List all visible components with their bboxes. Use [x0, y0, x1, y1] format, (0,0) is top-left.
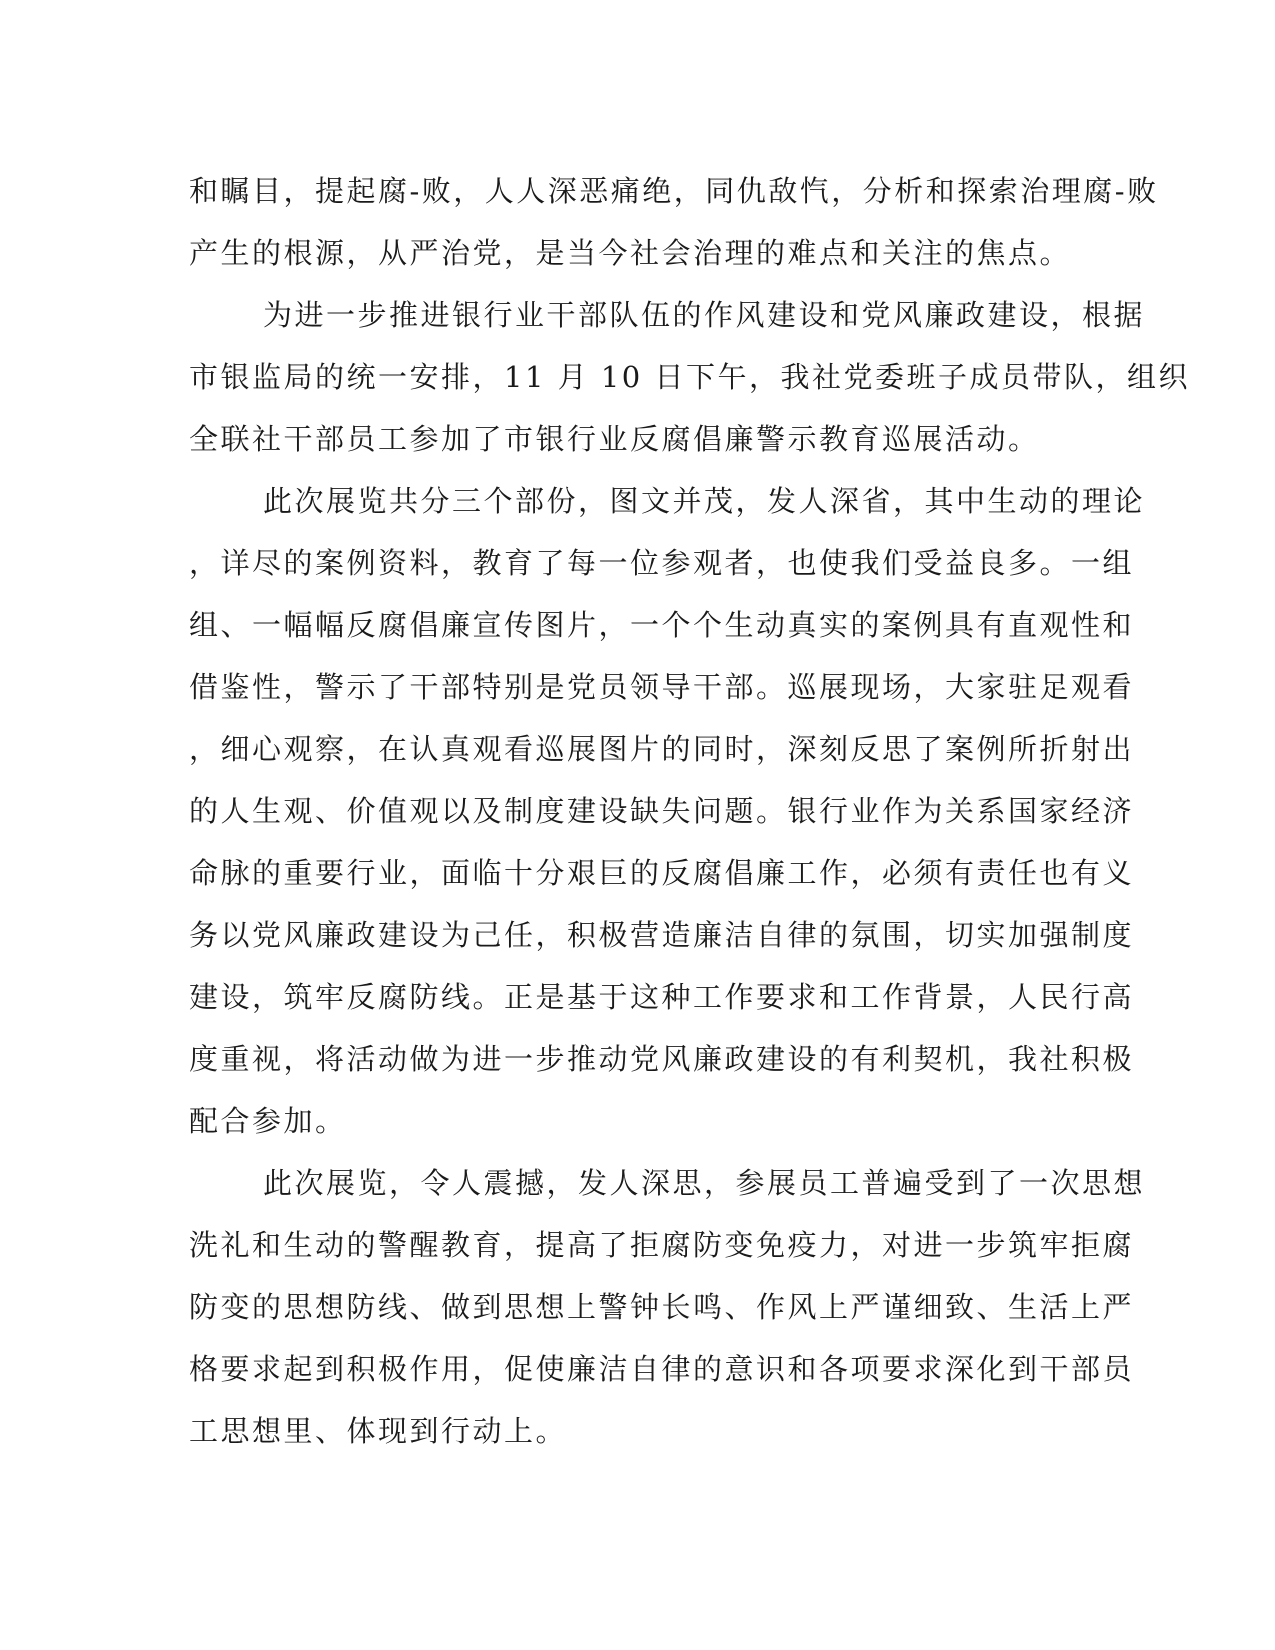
text-line: 的人生观、价值观以及制度建设缺失问题。银行业作为关系国家经济	[189, 794, 1135, 828]
text-line: 洗礼和生动的警醒教育，提高了拒腐防变免疫力，对进一步筑牢拒腐	[189, 1228, 1135, 1262]
text-line: 借鉴性，警示了干部特别是党员领导干部。巡展现场，大家驻足观看	[189, 670, 1135, 704]
text-line: 配合参加。	[189, 1104, 347, 1138]
text-line: 格要求起到积极作用，促使廉洁自律的意识和各项要求深化到干部员	[189, 1352, 1135, 1386]
text-line: 和瞩目，提起腐-败，人人深恶痛绝，同仇敌忾，分析和探索治理腐-败	[189, 174, 1159, 208]
text-line: 为进一步推进银行业干部队伍的作风建设和党风廉政建设，根据	[263, 298, 1146, 332]
text-line: 度重视，将活动做为进一步推动党风廉政建设的有利契机，我社积极	[189, 1042, 1135, 1076]
text-line: 组、一幅幅反腐倡廉宣传图片，一个个生动真实的案例具有直观性和	[189, 608, 1135, 642]
paragraph-1	[189, 160, 1159, 284]
paragraph-3	[189, 470, 1146, 1152]
text-line: 工思想里、体现到行动上。	[189, 1414, 568, 1448]
text-line: 全联社干部员工参加了市银行业反腐倡廉警示教育巡展活动。	[189, 422, 1040, 456]
text-line: 建设，筑牢反腐防线。正是基于这种工作要求和工作背景，人民行高	[189, 980, 1135, 1014]
text-line: 市银监局的统一安排，11 月 10 日下午，我社党委班子成员带队，组织	[189, 360, 1190, 394]
text-line: 此次展览共分三个部份，图文并茂，发人深省，其中生动的理论	[263, 484, 1146, 518]
text-line: ，详尽的案例资料，教育了每一位参观者，也使我们受益良多。一组	[189, 546, 1135, 580]
text-line: 防变的思想防线、做到思想上警钟长鸣、作风上严谨细致、生活上严	[189, 1290, 1135, 1324]
paragraph-2	[189, 284, 1190, 470]
text-line: 此次展览，令人震撼，发人深思，参展员工普遍受到了一次思想	[263, 1166, 1146, 1200]
document-body	[189, 160, 1190, 1462]
text-line: 产生的根源，从严治党，是当今社会治理的难点和关注的焦点。	[189, 236, 1072, 270]
text-line: 务以党风廉政建设为己任，积极营造廉洁自律的氛围，切实加强制度	[189, 918, 1135, 952]
text-line: 命脉的重要行业，面临十分艰巨的反腐倡廉工作，必须有责任也有义	[189, 856, 1135, 890]
paragraph-4	[189, 1152, 1146, 1462]
text-line: ，细心观察，在认真观看巡展图片的同时，深刻反思了案例所折射出	[189, 732, 1135, 766]
